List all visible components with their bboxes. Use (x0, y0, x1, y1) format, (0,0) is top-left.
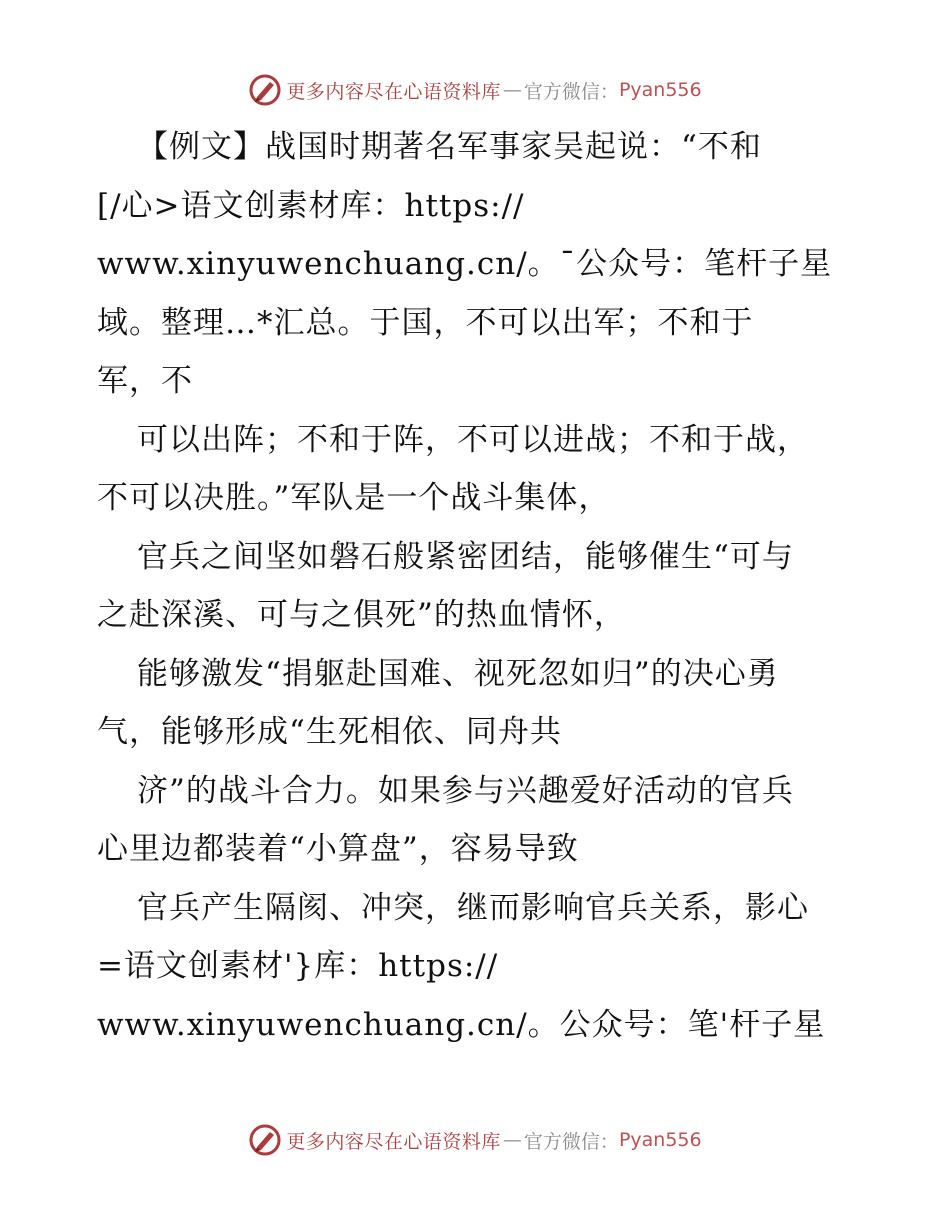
text-line: 心里边都装着“小算盘”，容易导致 (97, 831, 579, 867)
text-line: 官兵之间坚如磐石般紧密团结，能够催生“可与 (137, 538, 794, 575)
text-line: 【例文】战国时期著名军事家吴起说：“不和 (137, 129, 762, 165)
text-line: www.xinyuwenchuang.cn/。公众号：笔'杆子星 (97, 1006, 826, 1043)
banner-official-label: 官方微信： (523, 80, 619, 103)
pen-logo-icon (248, 73, 282, 107)
text-line: 域。整理…*汇总。于国，不可以出军；不和于 (97, 304, 754, 341)
footer-banner (0, 1120, 950, 1160)
text-line: www.xinyuwenchuang.cn/。¯公众号：笔杆子星 (97, 246, 833, 282)
text-line: 不可以决胜。”军队是一个战斗集体， (97, 480, 611, 516)
banner-wechat-id: Pyan556 (618, 79, 702, 101)
text-line: 济”的战斗合力。如果参与兴趣爱好活动的官兵 (137, 772, 794, 809)
banner-dash: — (502, 79, 522, 101)
text-line: =语文创素材'}库：https:// (97, 948, 499, 984)
text-line: 官兵产生隔阂、冲突，继而影响官兵关系，影心 (137, 889, 809, 926)
banner-official-label: 官方微信： (523, 1130, 619, 1153)
document-body (97, 118, 857, 1054)
banner-title: 更多内容尽在心语资料库 (286, 80, 501, 103)
pen-logo-icon (248, 1123, 282, 1157)
header-banner (0, 70, 950, 110)
banner-wechat-id: Pyan556 (618, 1129, 702, 1151)
banner-dash: — (502, 1129, 522, 1151)
text-line: 气，能够形成“生死相依、同舟共 (97, 714, 562, 750)
text-line: [/心>语文创素材库：https:// (97, 187, 525, 224)
text-line: 军，不 (97, 363, 193, 399)
banner-title: 更多内容尽在心语资料库 (286, 1130, 501, 1153)
text-line: 能够激发“捐躯赴国难、视死忽如归”的决心勇 (137, 655, 779, 692)
text-line: 之赴深溪、可与之俱死”的热血情怀， (97, 597, 626, 633)
text-line: 可以出阵；不和于阵，不可以进战；不和于战， (137, 421, 809, 458)
